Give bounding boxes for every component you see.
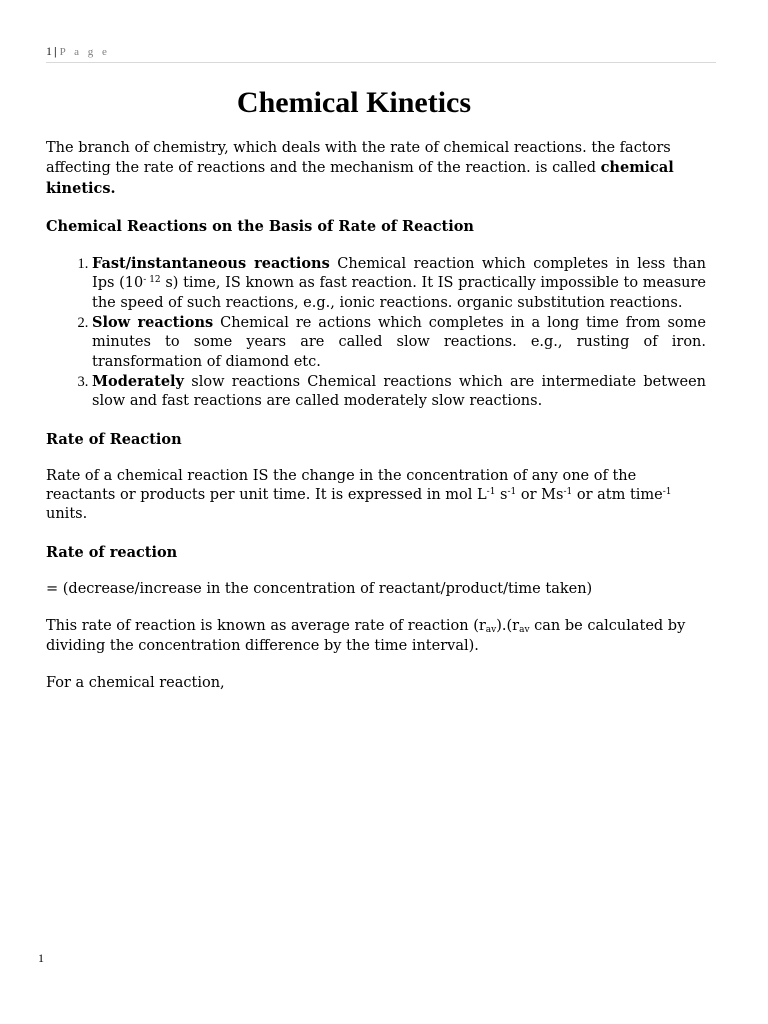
list-item-fast-text-b: s) time, IS known as fast reaction. It IS practically impossible to measure the speed of such reactions, e.g., ionic reactions. organic substitution reactions. xyxy=(92,275,707,311)
closing-line: For a chemical reaction, xyxy=(46,674,225,691)
list-item-moderate xyxy=(92,372,706,412)
average-rate-paragraph xyxy=(46,617,706,656)
list-item-fast xyxy=(92,254,706,313)
reaction-types-list xyxy=(46,254,706,411)
average-sub2: av xyxy=(519,625,530,636)
list-item-slow-text: Chemical re actions which completes in a long time from some minutes to some years are called slow reactions. e.g., rusting of iron. transformation of diamond etc. xyxy=(92,315,706,370)
intro-text: The branch of chemistry, which deals with the rate of chemical reactions. the factors affecting the rate of reactions and the mechanism of the reaction. is called xyxy=(46,140,671,177)
list-item-slow xyxy=(92,313,706,372)
header-page-number: 1 xyxy=(46,44,52,58)
rate-def-text-e: units. xyxy=(46,506,88,523)
rate-def-text-a: Rate of a chemical reaction IS the change in the concentration of any one of the reactants or products per unit time. It is expressed in mol L xyxy=(46,467,637,504)
list-item-slow-term: Slow reactions xyxy=(92,314,214,332)
list-item-fast-term: Fast/instantaneous reactions xyxy=(92,255,330,273)
page-title: Chemical Kinetics xyxy=(236,86,472,119)
section-heading-rate: Rate of Reaction xyxy=(46,430,182,448)
document-body xyxy=(46,139,706,711)
rate-def-sup4: -1 xyxy=(662,487,672,498)
section-heading-reaction-types: Chemical Reactions on the Basis of Rate of Reaction xyxy=(46,217,474,235)
rate-def-text-c: or Ms xyxy=(516,487,564,504)
list-item-fast-text-a: Chemical reaction which completes in less than Ips (10 xyxy=(92,256,706,292)
average-text-a: This rate of reaction is known as average rate of reaction (r xyxy=(46,618,486,635)
list-item-fast-exponent: - 12 xyxy=(143,275,161,286)
rate-def-text-b: s xyxy=(495,487,508,504)
list-item-moderate-term: Moderately xyxy=(92,372,184,390)
average-text-b: ).(r xyxy=(496,618,520,635)
section-heading-rate-of-reaction: Rate of reaction xyxy=(46,543,178,561)
page-footer-number: 1 xyxy=(38,951,44,965)
rate-def-sup2: -1 xyxy=(507,487,517,498)
intro-bold-term: chemical kinetics. xyxy=(46,159,674,197)
intro-paragraph xyxy=(46,139,706,199)
rate-def-sup3: -1 xyxy=(563,487,573,498)
list-item-moderate-text: slow reactions Chemical reactions which are intermediate between slow and fast reactions are called moderately slow reactions. xyxy=(92,373,706,410)
average-text-c: can be calculated by dividing the concentration difference by the time interval). xyxy=(46,618,686,654)
rate-def-text-d: or atm time xyxy=(572,487,663,504)
header-separator: | xyxy=(54,44,57,58)
rate-def-sup1: -1 xyxy=(486,487,496,498)
header-page-label: P a g e xyxy=(59,46,110,58)
rate-formula: = (decrease/increase in the concentration of reactant/product/time taken) xyxy=(46,581,593,598)
average-sub1: av xyxy=(485,625,497,636)
page-header xyxy=(46,44,716,63)
rate-definition-paragraph xyxy=(46,467,706,525)
